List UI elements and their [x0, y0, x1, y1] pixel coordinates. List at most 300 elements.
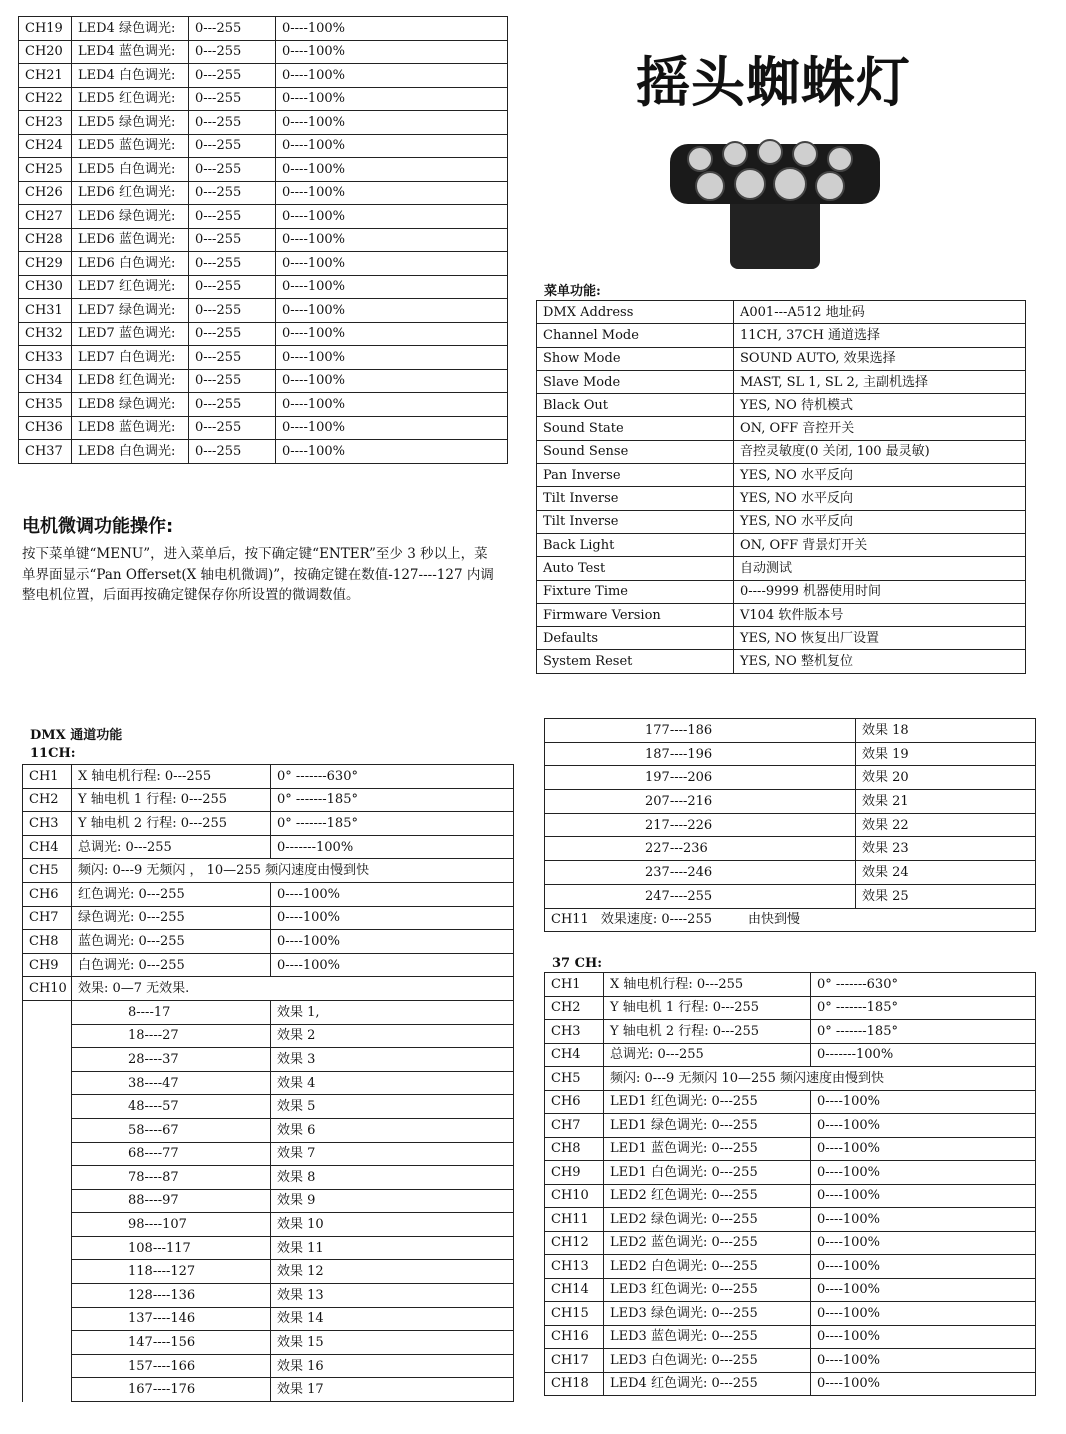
channel-cell: CH18	[545, 1372, 604, 1396]
channel-cell: CH3	[545, 1020, 604, 1044]
channel-cell: CH3	[23, 812, 72, 836]
menu-value-cell: A001---A512 地址码	[734, 301, 1026, 324]
range-cell: 0----100%	[271, 906, 514, 930]
effect-range-cell: 128----136	[72, 1284, 271, 1308]
table-row	[545, 1137, 1036, 1161]
table-row	[545, 1208, 1036, 1232]
effect-name-cell: 效果 3	[271, 1048, 514, 1072]
table-row	[19, 87, 508, 111]
range-cell: 0---255	[189, 416, 276, 440]
table-row	[23, 765, 514, 789]
menu-item-cell: Firmware Version	[537, 603, 734, 626]
channel-cell: CH28	[19, 228, 72, 252]
table-row	[545, 766, 1036, 790]
channel-cell: CH5	[23, 859, 72, 883]
function-cell: LED7 蓝色调光:	[72, 322, 189, 346]
effect-range-cell: 247----255	[545, 884, 856, 908]
effect-name-cell: 效果 5	[271, 1095, 514, 1119]
channel-cell: CH21	[19, 64, 72, 88]
effect-range-cell: 118----127	[72, 1260, 271, 1284]
range-cell: 0---255	[189, 111, 276, 135]
menu-value-cell: YES, NO 水平反向	[734, 487, 1026, 510]
table-row	[545, 719, 1036, 743]
range-cell: 0---255	[189, 87, 276, 111]
channel-cell: CH12	[545, 1231, 604, 1255]
effect-name-cell: 效果 16	[271, 1354, 514, 1378]
range-cell: 0----100%	[811, 1255, 1036, 1279]
function-cell: LED4 绿色调光:	[72, 17, 189, 41]
percent-cell: 0----100%	[276, 40, 508, 64]
function-cell: LED4 红色调光: 0---255	[604, 1372, 811, 1396]
channel-cell: CH2	[545, 996, 604, 1020]
table-row	[545, 1067, 1036, 1091]
table-row	[19, 299, 508, 323]
percent-cell: 0----100%	[276, 440, 508, 464]
table-row	[19, 64, 508, 88]
menu-item-cell: Tilt Inverse	[537, 510, 734, 533]
range-cell: 0----100%	[811, 1231, 1036, 1255]
effect-range-cell: 157----166	[72, 1354, 271, 1378]
function-cell: LED3 红色调光: 0---255	[604, 1278, 811, 1302]
blank-cell	[23, 1354, 72, 1378]
range-cell: 0---255	[189, 322, 276, 346]
function-cell: LED7 白色调光:	[72, 346, 189, 370]
channel-cell: CH7	[545, 1114, 604, 1138]
channel-cell: CH24	[19, 134, 72, 158]
effect-range-cell: 197----206	[545, 766, 856, 790]
table-row	[537, 440, 1026, 463]
table-row	[23, 812, 514, 836]
table-row	[545, 908, 1036, 932]
effect-range-cell: 98----107	[72, 1213, 271, 1237]
function-cell: 总调光: 0---255	[604, 1043, 811, 1067]
table-row	[19, 275, 508, 299]
menu-value-cell: SOUND AUTO, 效果选择	[734, 347, 1026, 370]
function-cell: 总调光: 0---255	[72, 835, 271, 859]
channel-cell: CH26	[19, 181, 72, 205]
range-cell: 0---255	[189, 369, 276, 393]
table-row	[19, 440, 508, 464]
percent-cell: 0----100%	[276, 393, 508, 417]
channel-cell: CH36	[19, 416, 72, 440]
function-cell: LED5 绿色调光:	[72, 111, 189, 135]
table-row	[545, 790, 1036, 814]
range-cell: 0° -------630°	[271, 765, 514, 789]
range-cell: 0----100%	[811, 1278, 1036, 1302]
menu-value-cell: YES, NO 恢复出厂设置	[734, 627, 1026, 650]
effect-range-cell: 207----216	[545, 790, 856, 814]
channel-cell: CH34	[19, 369, 72, 393]
channel-cell: CH20	[19, 40, 72, 64]
range-cell: 0----100%	[811, 1325, 1036, 1349]
effect-range-cell: 68----77	[72, 1142, 271, 1166]
channel-cell: CH10	[545, 1184, 604, 1208]
table-row	[19, 393, 508, 417]
effect-range-cell: 48----57	[72, 1095, 271, 1119]
range-cell: 0---255	[189, 17, 276, 41]
function-cell: LED2 白色调光: 0---255	[604, 1255, 811, 1279]
range-cell: 0----100%	[811, 1114, 1036, 1138]
table-row	[23, 788, 514, 812]
ch37-table	[544, 972, 1036, 1396]
table-row	[537, 557, 1026, 580]
function-cell: LED3 白色调光: 0---255	[604, 1349, 811, 1373]
menu-value-cell: V104 软件版本号	[734, 603, 1026, 626]
table-row	[23, 1000, 514, 1024]
menu-value-cell: ON, OFF 音控开关	[734, 417, 1026, 440]
menu-item-cell: Show Mode	[537, 347, 734, 370]
table-row	[545, 1231, 1036, 1255]
blank-cell	[23, 1260, 72, 1284]
table-row	[545, 1184, 1036, 1208]
function-cell: 蓝色调光: 0---255	[72, 930, 271, 954]
channel-cell: CH15	[545, 1302, 604, 1326]
ch11-speed-cell	[545, 908, 1036, 932]
channel-cell: CH7	[23, 906, 72, 930]
table-row	[23, 882, 514, 906]
table-row	[23, 906, 514, 930]
function-cell: X 轴电机行程: 0---255	[604, 973, 811, 997]
table-row	[19, 322, 508, 346]
menu-item-cell: Channel Mode	[537, 324, 734, 347]
menu-item-cell: Auto Test	[537, 557, 734, 580]
menu-item-cell: System Reset	[537, 650, 734, 673]
ch11-effects-continued-table	[544, 718, 1036, 932]
range-cell: 0---255	[189, 158, 276, 182]
table-row	[23, 930, 514, 954]
effect-range-cell: 217----226	[545, 813, 856, 837]
table-row	[23, 1095, 514, 1119]
table-row	[19, 181, 508, 205]
channel-cell: CH8	[545, 1137, 604, 1161]
function-cell: LED2 红色调光: 0---255	[604, 1184, 811, 1208]
effect-name-cell: 效果 19	[856, 742, 1036, 766]
effect-name-cell: 效果 17	[271, 1378, 514, 1402]
table-row	[545, 973, 1036, 997]
function-cell: LED8 蓝色调光:	[72, 416, 189, 440]
dmx-heading: DMX 通道功能	[30, 728, 123, 743]
range-cell: 0° -------185°	[811, 996, 1036, 1020]
table-row	[23, 1354, 514, 1378]
function-cell: LED3 蓝色调光: 0---255	[604, 1325, 811, 1349]
function-cell: 频闪: 0---9 无频闪 10—255 频闪速度由慢到快	[604, 1067, 1036, 1091]
function-cell: LED5 白色调光:	[72, 158, 189, 182]
menu-value-cell: MAST, SL 1, SL 2, 主副机选择	[734, 370, 1026, 393]
effect-name-cell: 效果 4	[271, 1071, 514, 1095]
motor-instructions: 按下菜单键“MENU”，进入菜单后，按下确定键“ENTER”至少 3 秒以上，菜单界面显示“Pan Offerset(X 轴电机微调)”，按确定键在数值-127----127 内调整电机位置，后面再按确定键保存你所设置的微调数值。	[22, 546, 494, 603]
speed-note: 由快到慢	[748, 912, 801, 928]
channel-cell: CH37	[19, 440, 72, 464]
effect-range-cell: 18----27	[72, 1024, 271, 1048]
menu-value-cell: YES, NO 水平反向	[734, 510, 1026, 533]
table-row	[545, 1020, 1036, 1044]
menu-item-cell: Slave Mode	[537, 370, 734, 393]
function-cell: LED8 绿色调光:	[72, 393, 189, 417]
function-cell: 频闪: 0---9 无频闪 ， 10—255 频闪速度由慢到快	[72, 859, 514, 883]
range-cell: 0----100%	[271, 882, 514, 906]
blank-cell	[23, 1000, 72, 1024]
menu-item-cell: Fixture Time	[537, 580, 734, 603]
menu-value-cell: ON, OFF 背景灯开关	[734, 533, 1026, 556]
channel-cell: CH4	[545, 1043, 604, 1067]
channel-cell: CH31	[19, 299, 72, 323]
ch11-table	[22, 764, 514, 1402]
function-label: 效果速度: 0----255	[600, 912, 712, 928]
table-row	[19, 111, 508, 135]
table-row	[23, 1189, 514, 1213]
table-row	[537, 394, 1026, 417]
table-row	[545, 1372, 1036, 1396]
table-row	[537, 347, 1026, 370]
effect-range-cell: 137----146	[72, 1307, 271, 1331]
table-row	[19, 158, 508, 182]
table-row	[537, 370, 1026, 393]
percent-cell: 0----100%	[276, 275, 508, 299]
percent-cell: 0----100%	[276, 346, 508, 370]
table-row	[537, 627, 1026, 650]
channel-cell: CH6	[545, 1090, 604, 1114]
function-cell: LED1 绿色调光: 0---255	[604, 1114, 811, 1138]
range-cell: 0---255	[189, 299, 276, 323]
effect-name-cell: 效果 8	[271, 1166, 514, 1190]
range-cell: 0-------100%	[811, 1043, 1036, 1067]
effect-name-cell: 效果 13	[271, 1284, 514, 1308]
effect-name-cell: 效果 9	[271, 1189, 514, 1213]
range-cell: 0----100%	[811, 1302, 1036, 1326]
range-cell: 0---255	[189, 346, 276, 370]
table-row	[23, 1166, 514, 1190]
table-row	[23, 1378, 514, 1402]
channel-cell: CH16	[545, 1325, 604, 1349]
function-cell: LED7 红色调光:	[72, 275, 189, 299]
blank-cell	[23, 1236, 72, 1260]
table-row	[537, 417, 1026, 440]
range-cell: 0---255	[189, 252, 276, 276]
table-row	[23, 977, 514, 1001]
channel-cell: CH22	[19, 87, 72, 111]
table-row	[545, 1090, 1036, 1114]
percent-cell: 0----100%	[276, 322, 508, 346]
function-cell: 白色调光: 0---255	[72, 953, 271, 977]
percent-cell: 0----100%	[276, 181, 508, 205]
function-cell: Y 轴电机 1 行程: 0---255	[72, 788, 271, 812]
table-row	[537, 533, 1026, 556]
menu-item-cell: Black Out	[537, 394, 734, 417]
ch11-heading: 11CH:	[30, 746, 76, 761]
percent-cell: 0----100%	[276, 205, 508, 229]
menu-item-cell: Pan Inverse	[537, 464, 734, 487]
function-cell: LED5 蓝色调光:	[72, 134, 189, 158]
function-cell: LED4 白色调光:	[72, 64, 189, 88]
effect-name-cell: 效果 25	[856, 884, 1036, 908]
spider-light-photo	[660, 124, 890, 274]
blank-cell	[23, 1024, 72, 1048]
table-row	[23, 1118, 514, 1142]
function-cell: LED2 蓝色调光: 0---255	[604, 1231, 811, 1255]
effect-range-cell: 58----67	[72, 1118, 271, 1142]
menu-item-cell: Tilt Inverse	[537, 487, 734, 510]
function-cell: LED6 红色调光:	[72, 181, 189, 205]
table-row	[545, 1349, 1036, 1373]
channel-cell: CH29	[19, 252, 72, 276]
effect-name-cell: 效果 6	[271, 1118, 514, 1142]
blank-cell	[23, 1142, 72, 1166]
table-row	[19, 134, 508, 158]
table-row	[23, 1142, 514, 1166]
table-row	[537, 603, 1026, 626]
function-cell: LED1 白色调光: 0---255	[604, 1161, 811, 1185]
menu-table	[536, 300, 1026, 674]
percent-cell: 0----100%	[276, 299, 508, 323]
effect-range-cell: 237----246	[545, 861, 856, 885]
range-cell: 0----100%	[811, 1161, 1036, 1185]
effect-range-cell: 167----176	[72, 1378, 271, 1402]
range-cell: 0----100%	[271, 930, 514, 954]
menu-value-cell: YES, NO 整机复位	[734, 650, 1026, 673]
range-cell: 0---255	[189, 228, 276, 252]
range-cell: 0----100%	[811, 1349, 1036, 1373]
function-cell: LED6 白色调光:	[72, 252, 189, 276]
table-row	[545, 742, 1036, 766]
effect-name-cell: 效果 10	[271, 1213, 514, 1237]
range-cell: 0° -------185°	[811, 1020, 1036, 1044]
table-row	[19, 346, 508, 370]
channel-cell: CH2	[23, 788, 72, 812]
function-cell: LED7 绿色调光:	[72, 299, 189, 323]
blank-cell	[23, 1048, 72, 1072]
effect-range-cell: 108---117	[72, 1236, 271, 1260]
table-row	[545, 1161, 1036, 1185]
top-channel-table	[18, 16, 508, 464]
function-cell: LED6 绿色调光:	[72, 205, 189, 229]
table-row	[537, 650, 1026, 673]
range-cell: 0° -------185°	[271, 812, 514, 836]
table-row	[537, 464, 1026, 487]
blank-cell	[23, 1118, 72, 1142]
page-title: 摇头蜘蛛灯	[636, 51, 911, 114]
menu-item-cell: Defaults	[537, 627, 734, 650]
menu-value-cell: 0----9999 机器使用时间	[734, 580, 1026, 603]
table-row	[537, 487, 1026, 510]
menu-value-cell: 自动测试	[734, 557, 1026, 580]
function-cell: 效果: 0—7 无效果.	[72, 977, 514, 1001]
blank-cell	[23, 1331, 72, 1355]
table-row	[23, 835, 514, 859]
menu-value-cell: YES, NO 水平反向	[734, 464, 1026, 487]
table-row	[23, 953, 514, 977]
range-cell: 0---255	[189, 181, 276, 205]
table-row	[23, 1071, 514, 1095]
channel-cell: CH9	[545, 1161, 604, 1185]
function-cell: 绿色调光: 0---255	[72, 906, 271, 930]
channel-cell: CH32	[19, 322, 72, 346]
function-cell: LED5 红色调光:	[72, 87, 189, 111]
table-row	[545, 837, 1036, 861]
function-cell: Y 轴电机 2 行程: 0---255	[604, 1020, 811, 1044]
channel-cell: CH8	[23, 930, 72, 954]
range-cell: 0---255	[189, 64, 276, 88]
range-cell: 0---255	[189, 440, 276, 464]
table-row	[545, 1325, 1036, 1349]
function-cell: 红色调光: 0---255	[72, 882, 271, 906]
blank-cell	[23, 1095, 72, 1119]
table-row	[23, 1213, 514, 1237]
table-row	[23, 1024, 514, 1048]
table-row	[537, 301, 1026, 324]
channel-cell: CH13	[545, 1255, 604, 1279]
effect-name-cell: 效果 23	[856, 837, 1036, 861]
table-row	[23, 859, 514, 883]
menu-item-cell: Back Light	[537, 533, 734, 556]
effect-name-cell: 效果 21	[856, 790, 1036, 814]
blank-cell	[23, 1284, 72, 1308]
percent-cell: 0----100%	[276, 64, 508, 88]
menu-item-cell: Sound State	[537, 417, 734, 440]
effect-range-cell: 187----196	[545, 742, 856, 766]
function-cell: Y 轴电机 1 行程: 0---255	[604, 996, 811, 1020]
menu-value-cell: 11CH, 37CH 通道选择	[734, 324, 1026, 347]
effect-name-cell: 效果 12	[271, 1260, 514, 1284]
function-cell: LED6 蓝色调光:	[72, 228, 189, 252]
channel-cell: CH14	[545, 1278, 604, 1302]
table-row	[23, 1236, 514, 1260]
range-cell: 0° -------630°	[811, 973, 1036, 997]
percent-cell: 0----100%	[276, 17, 508, 41]
channel-cell: CH27	[19, 205, 72, 229]
channel-cell: CH9	[23, 953, 72, 977]
effect-range-cell: 227---236	[545, 837, 856, 861]
table-row	[23, 1260, 514, 1284]
effect-range-cell: 147----156	[72, 1331, 271, 1355]
channel-cell: CH33	[19, 346, 72, 370]
range-cell: 0-------100%	[271, 835, 514, 859]
effect-name-cell: 效果 1,	[271, 1000, 514, 1024]
percent-cell: 0----100%	[276, 158, 508, 182]
function-cell: LED8 白色调光:	[72, 440, 189, 464]
effect-range-cell: 88----97	[72, 1189, 271, 1213]
menu-heading: 菜单功能:	[544, 284, 601, 299]
channel-cell: CH1	[23, 765, 72, 789]
blank-cell	[23, 1378, 72, 1402]
function-cell: LED8 红色调光:	[72, 369, 189, 393]
table-row	[537, 324, 1026, 347]
channel-cell: CH1	[545, 973, 604, 997]
table-row	[545, 1114, 1036, 1138]
blank-cell	[23, 1213, 72, 1237]
table-row	[19, 40, 508, 64]
function-cell: LED2 绿色调光: 0---255	[604, 1208, 811, 1232]
channel-cell: CH5	[545, 1067, 604, 1091]
effect-name-cell: 效果 14	[271, 1307, 514, 1331]
function-cell: LED1 蓝色调光: 0---255	[604, 1137, 811, 1161]
channel-cell: CH17	[545, 1349, 604, 1373]
table-row	[545, 1255, 1036, 1279]
blank-cell	[23, 1307, 72, 1331]
table-row	[23, 1331, 514, 1355]
effect-name-cell: 效果 24	[856, 861, 1036, 885]
table-row	[19, 252, 508, 276]
range-cell: 0---255	[189, 393, 276, 417]
range-cell: 0----100%	[811, 1137, 1036, 1161]
menu-item-cell: Sound Sense	[537, 440, 734, 463]
effect-name-cell: 效果 11	[271, 1236, 514, 1260]
effect-name-cell: 效果 2	[271, 1024, 514, 1048]
table-row	[23, 1307, 514, 1331]
table-row	[19, 17, 508, 41]
percent-cell: 0----100%	[276, 228, 508, 252]
range-cell: 0----100%	[271, 953, 514, 977]
effect-range-cell: 28----37	[72, 1048, 271, 1072]
